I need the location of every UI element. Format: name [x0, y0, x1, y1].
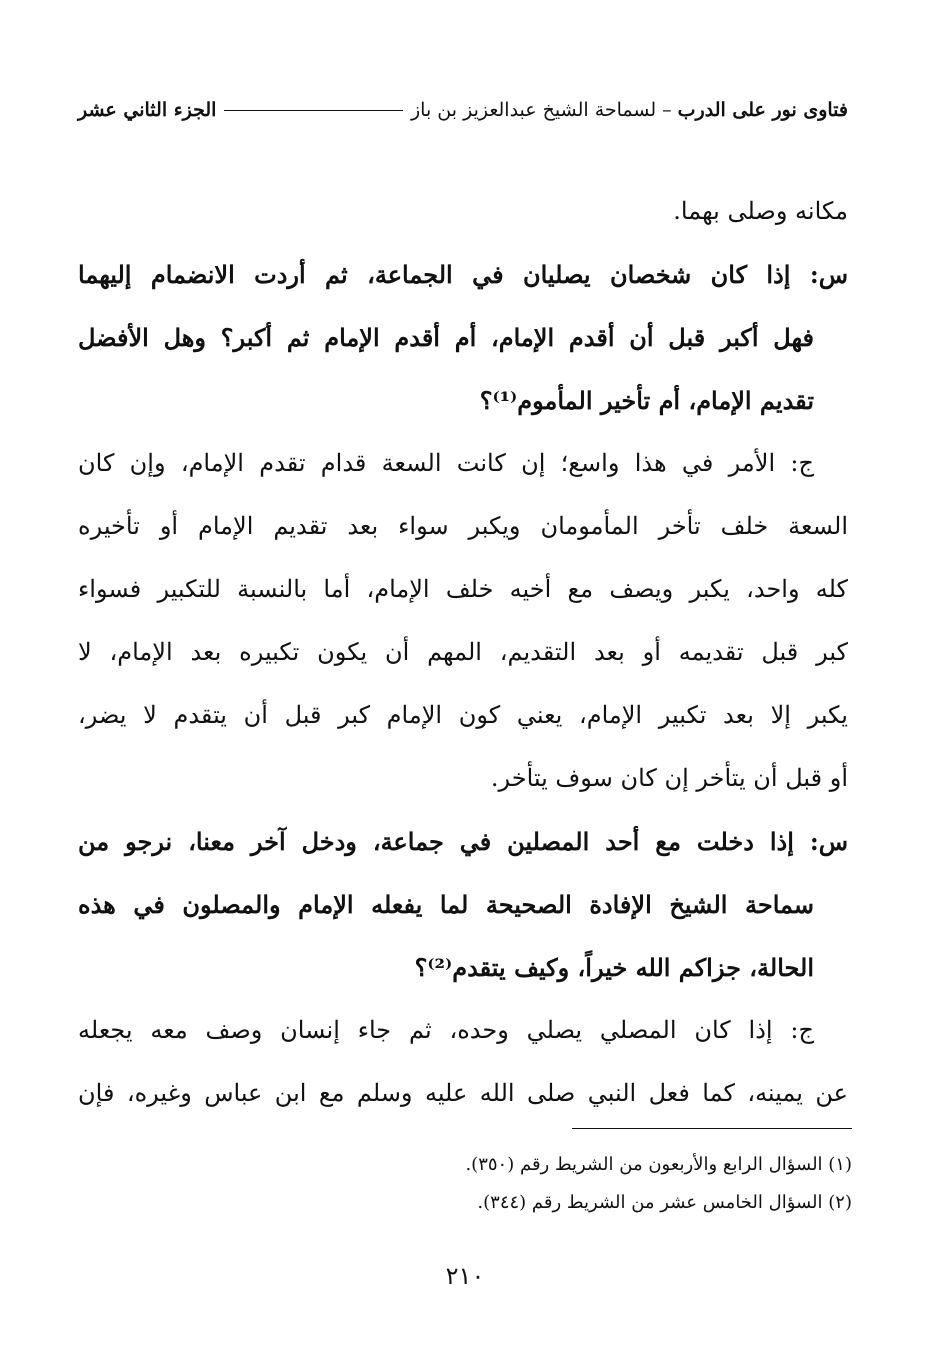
question-line: تقديم الإمام، أم تأخير المأموم⁽¹⁾؟ — [479, 386, 814, 415]
answer-line: كبر قبل تقديمه أو بعد التقديم، المهم أن يكون تكبيره بعد الإمام، لا — [78, 638, 848, 666]
answer-line: عن يمينه، كما فعل النبي صلى الله عليه وسلم مع ابن عباس وغيره، فإن — [78, 1079, 848, 1107]
footnote: (١) السؤال الرابع والأربعون من الشريط رقم (٣٥٠). — [465, 1154, 852, 1175]
question-line: الحالة، جزاكم الله خيراً، وكيف يتقدم⁽²⁾؟ — [414, 953, 814, 982]
running-header — [78, 92, 848, 128]
header-dash: – — [662, 99, 672, 121]
footnotes — [82, 1146, 852, 1222]
answer-line: ج: الأمر في هذا واسع؛ إن كانت السعة قدام تقدم الإمام، وإن كان — [78, 449, 814, 477]
question-line: س: إذا كان شخصان يصليان في الجماعة، ثم أردت الانضمام إليهما — [78, 260, 848, 289]
footnote-separator — [572, 1128, 852, 1129]
question-line: فهل أكبر قبل أن أقدم الإمام، أم أقدم الإمام ثم أكبر؟ وهل الأفضل — [78, 323, 814, 352]
answer-line: ج: إذا كان المصلي يصلي وحده، ثم جاء إنسان وصف معه يجعله — [78, 1016, 814, 1044]
question-line: سماحة الشيخ الإفادة الصحيحة لما يفعله الإمام والمصلون في هذه — [78, 890, 814, 919]
book-title: فتاوى نور على الدرب — [677, 99, 848, 121]
body-text — [78, 180, 848, 1125]
answer-line: كله واحد، يكبر ويصف مع أخيه خلف الإمام، أما بالنسبة للتكبير فسواء — [78, 575, 848, 603]
volume-label: الجزء الثاني عشر — [78, 99, 217, 121]
footnote: (٢) السؤال الخامس عشر من الشريط رقم (٣٤٤). — [477, 1192, 852, 1213]
answer-line: يكبر إلا بعد تكبير الإمام، يعني كون الإمام كبر قبل أن يتقدم لا يضر، — [78, 701, 848, 729]
answer-line: أو قبل أن يتأخر إن كان سوف يتأخر. — [490, 764, 848, 792]
page-number: ٢١٠ — [445, 1262, 485, 1290]
author-name: لسماحة الشيخ عبدالعزيز بن باز — [411, 99, 657, 121]
question-line: س: إذا دخلت مع أحد المصلين في جماعة، ودخل آخر معنا، نرجو من — [78, 827, 848, 856]
answer-line: السعة خلف تأخر المأمومان ويكبر سواء بعد تقديم الإمام أو تأخيره — [78, 512, 848, 540]
text-line: مكانه وصلى بهما. — [673, 197, 848, 225]
header-rule — [224, 110, 403, 111]
